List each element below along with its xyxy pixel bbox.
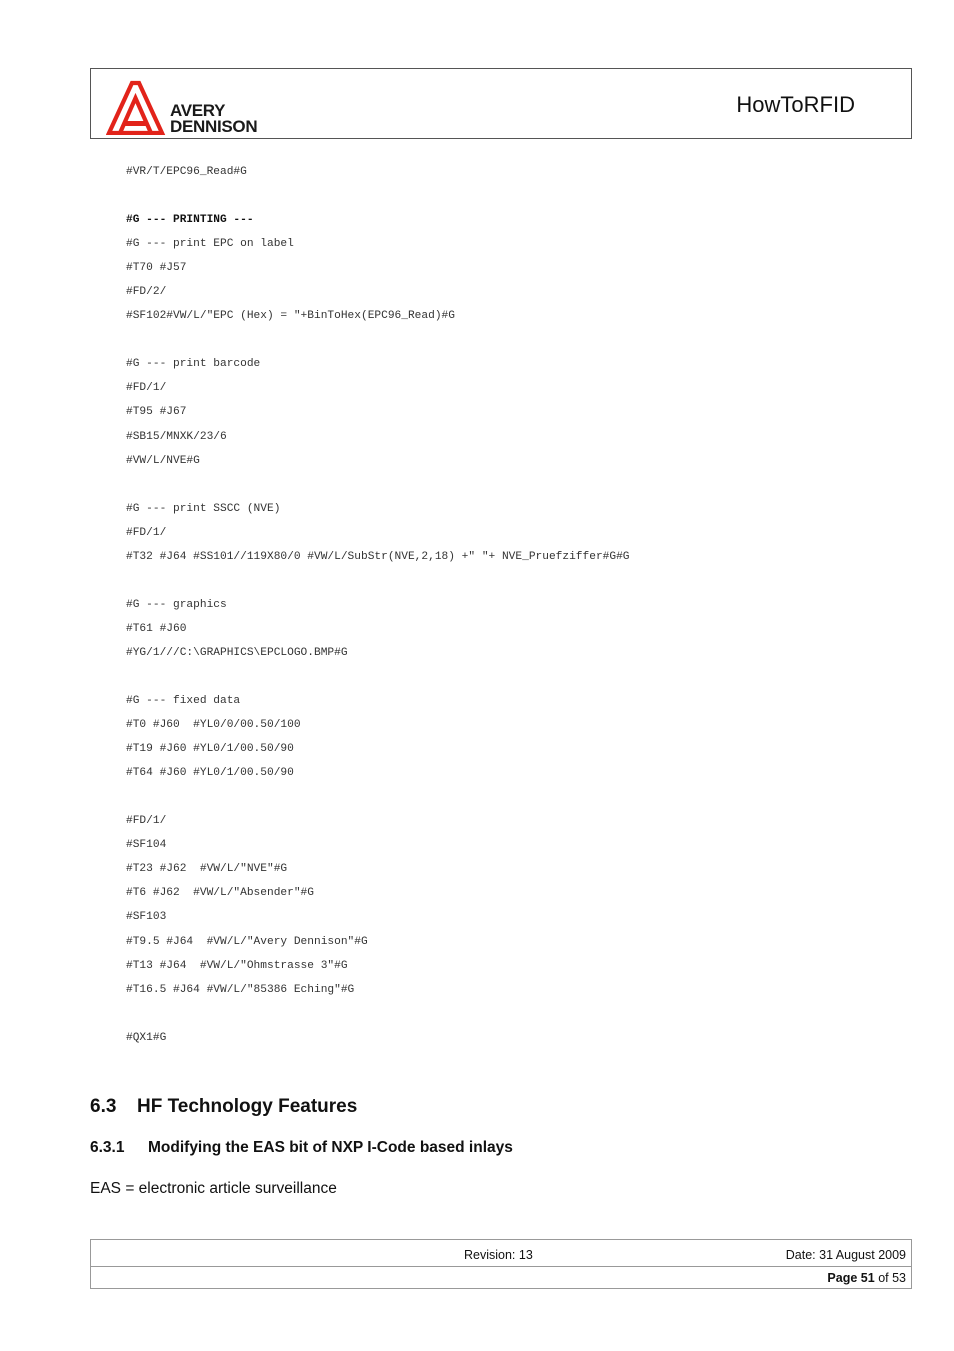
code-line: #FD/2/ (126, 286, 167, 299)
section-heading (90, 1096, 357, 1118)
page-total: of 53 (878, 1271, 906, 1285)
subsection-title: Modifying the EAS bit of NXP I-Code based inlays (148, 1139, 513, 1156)
code-line: #SF103 (126, 911, 167, 924)
code-line: #FD/1/ (126, 526, 167, 539)
code-line: #SB15/MNXK/23/6 (126, 430, 227, 443)
code-line: #G --- print barcode (126, 358, 261, 371)
section-title: HF Technology Features (137, 1096, 358, 1117)
code-line: #G --- print EPC on label (126, 238, 294, 251)
code-line (126, 328, 886, 352)
code-listing (126, 160, 886, 1050)
code-line: #T95 #J67 (126, 406, 187, 419)
code-line (126, 569, 886, 593)
code-line: #T32 #J64 #SS101//119X80/0 #VW/L/SubStr(NVE,2,18) +" "+ NVE_Pruefziffer#G#G (126, 550, 630, 563)
section-number: 6.3 (90, 1096, 117, 1117)
brand-wordmark (170, 103, 257, 135)
code-line (126, 473, 886, 497)
code-line: #G --- PRINTING --- (126, 214, 254, 227)
body-paragraph: EAS = electronic article surveillance (90, 1180, 337, 1197)
document-title: HowToRFID (736, 92, 855, 117)
code-line: #T64 #J60 #YL0/1/00.50/90 (126, 767, 294, 780)
page-label: Page (827, 1271, 858, 1285)
code-line: #T9.5 #J64 #VW/L/"Avery Dennison"#G (126, 935, 368, 948)
code-line: #VW/L/NVE#G (126, 454, 200, 467)
code-line: #T16.5 #J64 #VW/L/"85386 Eching"#G (126, 983, 355, 996)
code-line: #SF104 (126, 839, 167, 852)
code-line (126, 785, 886, 809)
subsection-heading (90, 1139, 513, 1157)
page-header (90, 68, 912, 139)
code-line: #QX1#G (126, 1031, 167, 1044)
code-line (126, 1002, 886, 1026)
code-line: #T70 #J57 (126, 262, 187, 275)
code-line: #YG/1///C:\GRAPHICS\EPCLOGO.BMP#G (126, 646, 348, 659)
page-indicator (827, 1271, 906, 1285)
code-line: #T19 #J60 #YL0/1/00.50/90 (126, 743, 294, 756)
code-line: #T61 #J60 (126, 622, 187, 635)
subsection-number: 6.3.1 (90, 1139, 125, 1156)
page-footer (90, 1239, 912, 1289)
code-line: #T23 #J62 #VW/L/"NVE"#G (126, 863, 288, 876)
code-line: #FD/1/ (126, 815, 167, 828)
code-line: #VR/T/EPC96_Read#G (126, 166, 247, 178)
avery-dennison-logo-icon (106, 79, 168, 135)
brand-line-2: DENNISON (170, 117, 258, 136)
date-text: Date: 31 August 2009 (785, 1248, 906, 1262)
code-line: #T0 #J60 #YL0/0/00.50/100 (126, 719, 301, 732)
code-line: #G --- print SSCC (NVE) (126, 502, 281, 515)
page-number: 51 (860, 1271, 875, 1285)
brand-line-1: AVERY (170, 101, 226, 120)
code-line: #G --- graphics (126, 598, 227, 611)
footer-row (91, 1240, 911, 1267)
code-line: #T13 #J64 #VW/L/"Ohmstrasse 3"#G (126, 959, 348, 972)
revision-text: Revision: 13 (464, 1248, 533, 1262)
code-line (126, 184, 886, 208)
code-line (126, 665, 886, 689)
code-line: #G --- fixed data (126, 695, 241, 708)
code-line: #SF102#VW/L/"EPC (Hex) = "+BinToHex(EPC96_Read)#G (126, 310, 455, 323)
code-line: #FD/1/ (126, 382, 167, 395)
code-line: #T6 #J62 #VW/L/"Absender"#G (126, 887, 314, 900)
